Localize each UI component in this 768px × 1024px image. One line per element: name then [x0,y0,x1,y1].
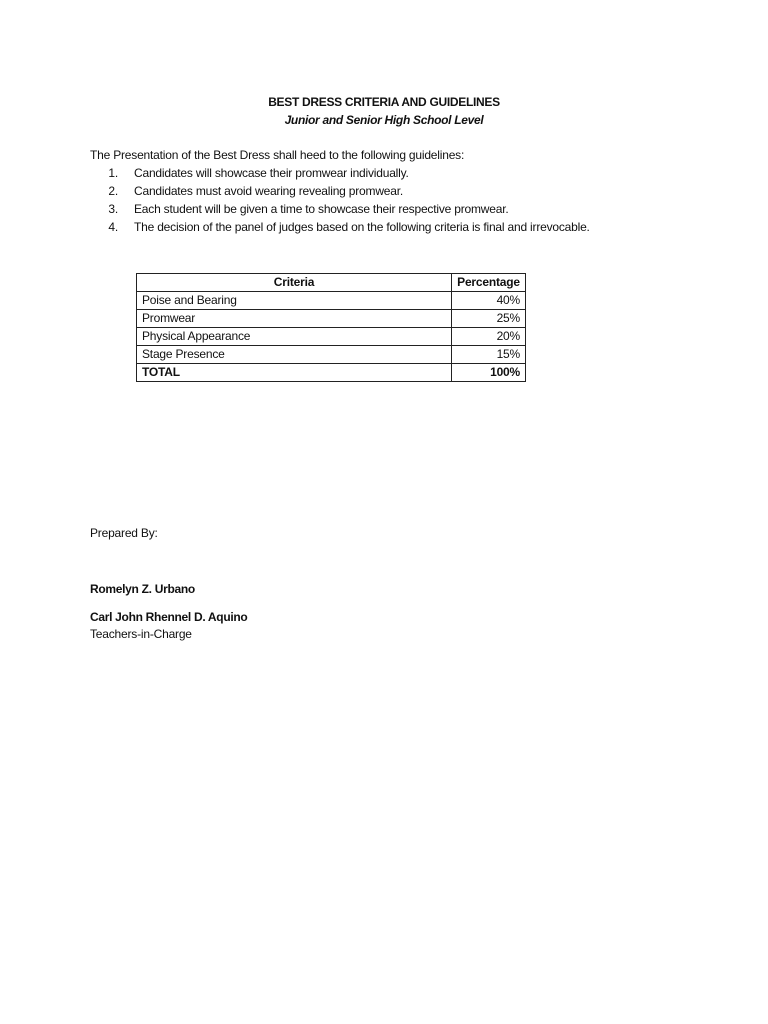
criteria-header: Criteria [137,274,452,292]
percentage-cell: 25% [452,310,526,328]
percentage-cell: 40% [452,292,526,310]
table-total-row [137,364,526,382]
criteria-cell: Promwear [137,310,452,328]
guideline-item [90,218,590,236]
criteria-cell: Stage Presence [137,346,452,364]
table-row [137,328,526,346]
preparer-role: Teachers-in-Charge [90,627,192,641]
guideline-number: 4. [108,220,118,234]
preparer-name-1: Romelyn Z. Urbano [90,582,195,596]
guideline-item [90,182,590,200]
percentage-header: Percentage [452,274,526,292]
guideline-text: The decision of the panel of judges based on the following criteria is final and irrevocable. [134,220,590,234]
guidelines-intro: The Presentation of the Best Dress shall heed to the following guidelines: [90,148,465,162]
document-subtitle: Junior and Senior High School Level [284,113,484,127]
criteria-cell: Poise and Bearing [137,292,452,310]
criteria-table [136,273,526,382]
criteria-cell: Physical Appearance [137,328,452,346]
table-row [137,310,526,328]
guideline-number: 2. [108,184,118,198]
guideline-item [90,200,590,218]
guideline-number: 3. [108,202,118,216]
guideline-text: Candidates will showcase their promwear individually. [134,166,409,180]
guideline-text: Candidates must avoid wearing revealing promwear. [134,184,404,198]
guidelines-list [90,164,590,236]
percentage-cell: 20% [452,328,526,346]
total-percentage-cell: 100% [452,364,526,382]
percentage-cell: 15% [452,346,526,364]
total-label-cell: TOTAL [137,364,452,382]
preparer-name-2: Carl John Rhennel D. Aquino [90,610,248,624]
table-row [137,292,526,310]
guideline-item [90,164,590,182]
table-header-row [137,274,526,292]
prepared-by-label: Prepared By: [90,526,158,540]
document-title: BEST DRESS CRITERIA AND GUIDELINES [268,95,500,109]
guideline-number: 1. [108,166,118,180]
guideline-text: Each student will be given a time to showcase their respective promwear. [134,202,509,216]
table-row [137,346,526,364]
